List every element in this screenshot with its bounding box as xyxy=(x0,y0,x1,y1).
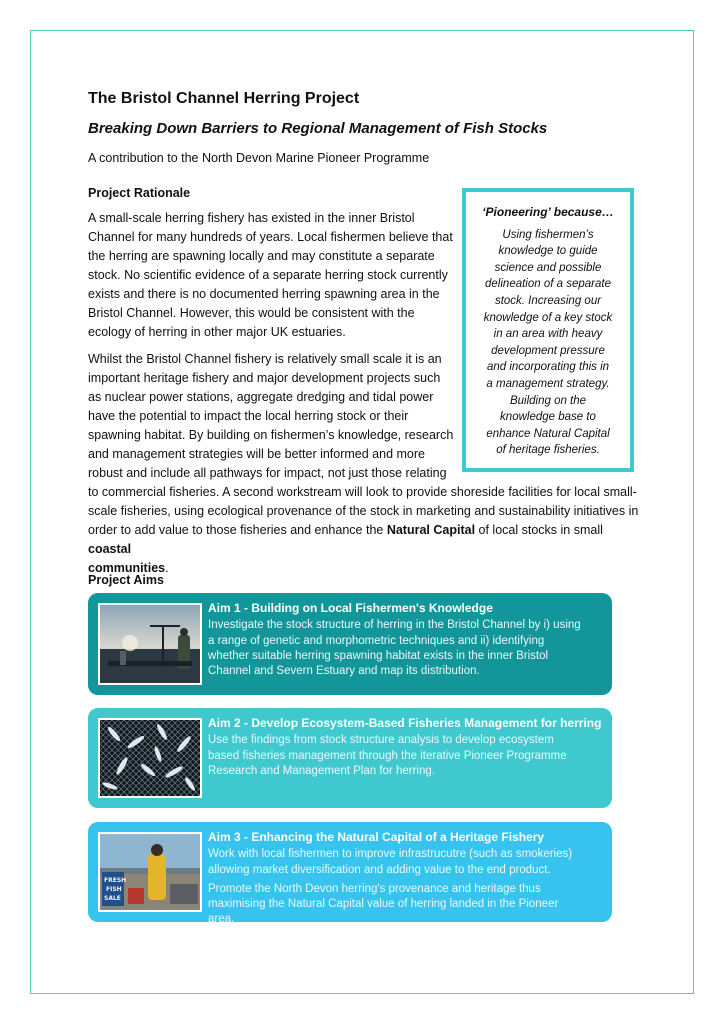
aim-1-card xyxy=(88,593,612,695)
callout-line: Building on the xyxy=(509,394,587,407)
text-line: based fisheries management through the iterative Pioneer Programme xyxy=(208,749,567,762)
aim-3-text xyxy=(208,830,602,928)
svg-text:SALE: SALE xyxy=(104,895,121,902)
text-line: area. xyxy=(208,913,235,926)
contribution-line: A contribution to the North Devon Marine Pioneer Programme xyxy=(88,151,430,165)
text-line: a range of genetic and morphometric techniques and ii) identifying xyxy=(208,634,545,647)
herring-in-net-photo xyxy=(98,718,202,798)
callout-line: science and possible xyxy=(494,261,602,274)
text-line xyxy=(88,559,648,578)
natural-capital-term: Natural Capital xyxy=(386,523,476,537)
pioneering-callout-box xyxy=(462,188,634,472)
callout-line: enhance Natural Capital xyxy=(486,427,610,440)
text-line: allowing market diversification and adding value to the end product. xyxy=(208,863,551,876)
text-line: exists and there is no documented herring spawning area in the xyxy=(88,287,440,301)
text-line: whether suitable herring spawning habitat exists in the inner Bristol xyxy=(208,649,549,662)
aim-3-title: Aim 3 - Enhancing the Natural Capital of a Heritage Fishery xyxy=(208,830,545,844)
callout-line: knowledge of a key stock xyxy=(483,311,613,324)
text-line: Research and Management Plan for herring. xyxy=(208,764,435,777)
text-line: Investigate the stock structure of herring in the Bristol Channel by i) using xyxy=(208,619,581,632)
aim-3-card xyxy=(88,822,612,926)
document-subtitle: Breaking Down Barriers to Regional Management of Fish Stocks xyxy=(88,120,548,137)
text-line: the herring are spawning locally and may constitute a separate xyxy=(88,249,435,263)
rationale-heading: Project Rationale xyxy=(88,186,191,200)
aim-1-text xyxy=(208,601,602,679)
document-title: The Bristol Channel Herring Project xyxy=(88,90,360,107)
aim-3-description-2 xyxy=(208,882,602,928)
text-line: Bristol Channel. However, this would be consistent with the xyxy=(88,306,415,320)
text-run: . xyxy=(165,561,169,575)
coastal-term: coastal xyxy=(88,542,132,556)
callout-line: Using fishermen’s xyxy=(502,228,594,241)
text-line: have the potential to impact the local herring stock or their xyxy=(88,409,409,423)
callout-line: of heritage fisheries. xyxy=(496,444,600,457)
svg-text:FISH: FISH xyxy=(106,886,122,893)
callout-line: development pressure xyxy=(491,344,605,357)
callout-line: delineation of a separate xyxy=(485,278,611,291)
callout-heading: ‘Pioneering’ because… xyxy=(482,205,614,219)
callout-line: a management strategy. xyxy=(486,377,610,390)
rationale-paragraph-1 xyxy=(88,209,458,342)
aim-2-title: Aim 2 - Develop Ecosystem-Based Fisheries Management for herring xyxy=(208,716,602,730)
aim-2-text xyxy=(208,716,602,779)
text-line: robust and include all pathways for impact, not just those relating xyxy=(88,466,447,480)
text-line: Whilst the Bristol Channel fishery is relatively small scale it is an xyxy=(88,352,442,366)
text-line: stock. No scientific evidence of a separate herring stock currently xyxy=(88,268,448,282)
text-line: to commercial fisheries. A second workstream will look to provide shoreside facilities for local small- xyxy=(88,485,637,499)
fishermen-on-boat-illustration xyxy=(100,605,200,683)
text-line: ecology of herring in other major UK estuaries. xyxy=(88,325,346,339)
text-line: Channel and Severn Estuary and map its distribution. xyxy=(208,665,480,678)
fishermen-on-boat-photo xyxy=(98,603,202,685)
aims-heading: Project Aims xyxy=(88,573,164,587)
text-line: Use the findings from stock structure analysis to develop ecosystem xyxy=(208,734,554,747)
text-line: as nuclear power stations, aggregate dredging and tidal power xyxy=(88,390,434,404)
fish-seller-illustration xyxy=(100,834,200,910)
text-line xyxy=(88,521,648,559)
text-line: maximising the Natural Capital value of herring landed in the Pioneer xyxy=(208,898,559,911)
aim-2-description xyxy=(208,733,602,779)
aim-2-card xyxy=(88,708,612,808)
text-line: Promote the North Devon herring's provenance and heritage thus xyxy=(208,882,541,895)
callout-line: knowledge base to xyxy=(500,411,596,424)
fish-seller-photo xyxy=(98,832,202,912)
communities-term: communities xyxy=(88,561,166,575)
aim-1-title: Aim 1 - Building on Local Fishermen's Knowledge xyxy=(208,601,493,615)
text-line: Work with local fishermen to improve infrastrucutre (such as smokeries) xyxy=(208,848,573,861)
text-line: scale fisheries, using ecological provenance of the stock in marketing and sustainability initiatives in xyxy=(88,504,639,518)
callout-line: knowledge to guide xyxy=(498,245,598,258)
callout-line: and incorporating this in xyxy=(486,361,610,374)
text-run: order to add value to those fisheries and enhance the xyxy=(88,523,387,537)
aim-1-description xyxy=(208,618,602,679)
text-line: spawning habitat. By building on fishermen’s knowledge, research xyxy=(88,428,454,442)
text-run: of local stocks in small xyxy=(475,523,603,537)
text-line: Channel for many hundreds of years. Local fishermen believe that xyxy=(88,230,453,244)
svg-text:FRESH: FRESH xyxy=(104,877,127,884)
aim-3-description xyxy=(208,847,602,878)
herring-in-net-illustration xyxy=(100,720,200,796)
text-line: A small-scale herring fishery has existed in the inner Bristol xyxy=(88,211,415,225)
callout-line: in an area with heavy xyxy=(493,328,603,341)
text-line: and management strategies will be better informed and more xyxy=(88,447,425,461)
text-line: important heritage fishery and major development projects such xyxy=(88,371,441,385)
callout-line: stock. Increasing our xyxy=(494,294,602,307)
